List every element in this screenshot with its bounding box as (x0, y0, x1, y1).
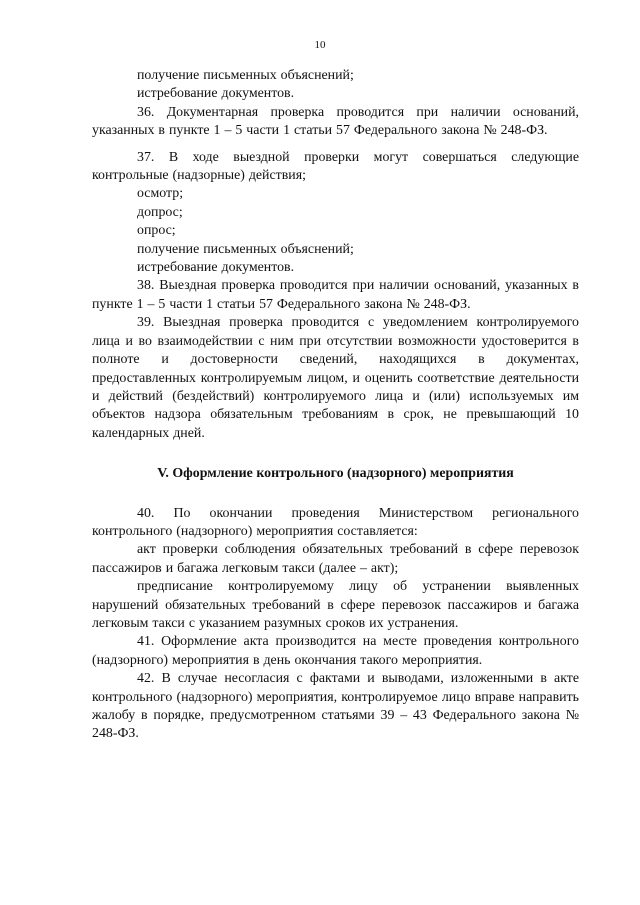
paragraph-written-explanations-1: получение письменных объяснений; (137, 68, 354, 83)
paragraph-survey: опрос; (137, 223, 176, 239)
paragraph-40: 40. По окончании проведения Министерством регионального контрольного (надзорного) мероприятия составляется: (92, 505, 579, 539)
paragraph-document-request-1: истребование документов. (137, 86, 295, 102)
paragraph-act: акт проверки соблюдения обязательных требований в сфере перевозок пассажиров и багажа легковым такси (далее – акт); (92, 542, 579, 576)
page-number: 10 (314, 39, 326, 51)
paragraph-41: 41. Оформление акта производится на месте проведения контрольного (надзорного) мероприятия в день окончания такого мероприятия. (92, 634, 579, 668)
paragraph-inspection: осмотр; (137, 186, 184, 202)
paragraph-39: 39. Выездная проверка проводится с уведомлением контролируемого лица и во взаимодействии с ним при отсутствии возможности удостоверится в полноте и достоверности сведений, находящихся в документах, предоставленных контролируемым лицом, и оценить соответствие деятельности и действий (бездействий) контролируемого лица и (или) используемых им объектов надзора обязательным требованиям в срок, не превышающий 10 календарных дней. (92, 315, 579, 441)
paragraph-document-request-2: истребование документов. (137, 260, 295, 276)
paragraph-36: 36. Документарная проверка проводится при наличии оснований, указанных в пункте 1 – 5 части 1 статьи 57 Федерального закона № 248-ФЗ. (92, 104, 579, 139)
document-body (92, 67, 579, 744)
paragraph-42: 42. В случае несогласия с фактами и выводами, изложенными в акте контрольного (надзорного) мероприятия, контролируемое лицо вправе направить жалобу в порядке, предусмотренном статьями 39 – 43 Федерального закона № 248-ФЗ. (92, 671, 579, 742)
paragraph-interrogation: допрос; (137, 204, 183, 220)
paragraph-38: 38. Выездная проверка проводится при наличии оснований, указанных в пункте 1 – 5 части 1 статьи 57 Федерального закона № 248-ФЗ. (92, 278, 579, 312)
paragraph-37: 37. В ходе выездной проверки могут совершаться следующие контрольные (надзорные) действия; (92, 149, 579, 184)
section-heading: V. Оформление контрольного (надзорного) мероприятия (157, 466, 514, 482)
paragraph-written-explanations-2: получение письменных объяснений; (137, 241, 354, 257)
paragraph-prescription: предписание контролируемому лицу об устранении выявленных нарушений обязательных требований в сфере перевозок пассажиров и багажа легковым такси с указанием разумных сроков их устранения. (92, 579, 579, 631)
